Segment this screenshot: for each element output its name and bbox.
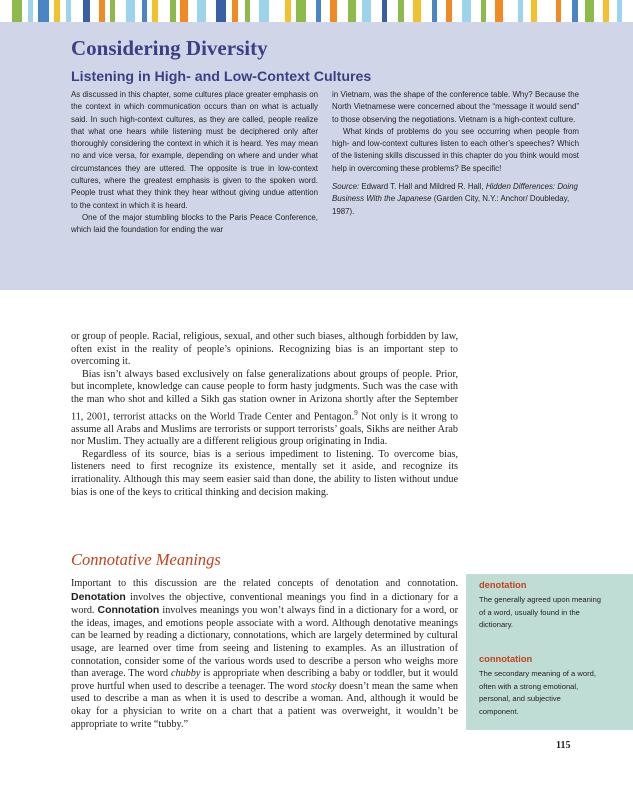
- stripe: [398, 0, 404, 22]
- glossary-term: denotation: [479, 580, 527, 590]
- page-number: 115: [556, 740, 571, 751]
- box-subtitle: Listening in High- and Low-Context Cultures: [71, 69, 372, 85]
- box-left-column: [71, 89, 318, 237]
- stripe: [197, 0, 206, 22]
- box-paragraph: What kinds of problems do you see occurring when people from high- and low-context cultures listen to each other’s speeches? Which of the listening skills discussed in this chapter do you think would most help in overcoming these problems? Be specific!: [332, 126, 579, 173]
- box-paragraph: As discussed in this chapter, some cultures place greater emphasis on the context in which communication occurs than on what is actually said. In such high-context cultures, as they are called, people realize that what one hears while listening must be deciphered only after thoroughly considering the context in which it is heard. Yes may mean no and vice versa, for example, depending on where and under what circumstances they are uttered. The opposite is true in low-context cultures, where the greatest emphasis is given to the spoken word. People trust what they think they hear without giving undue attention to the context in which it is heard.: [71, 90, 318, 210]
- glossary-definition: The secondary meaning of a word, often with a strong emotional, personal, and subjective component.: [479, 669, 596, 716]
- stripe: [531, 0, 537, 22]
- stripe: [216, 0, 226, 22]
- stripe: [180, 0, 188, 22]
- stripe: [481, 0, 486, 22]
- body-text: doesn’t mean the same when used to describe a man as when it is used to describe a woman. And, although it would be okay for a physician to write on a chart that a patient was overweight, it wouldn’t be appropriate to write “tubby.”: [71, 680, 459, 730]
- stripe: [38, 0, 49, 22]
- stripe: [232, 0, 238, 22]
- box-source: [332, 181, 579, 218]
- key-term-denotation: Denotation: [71, 590, 126, 603]
- stripe: [54, 0, 60, 22]
- body-paragraph: [71, 578, 458, 731]
- body-text: Not only is it wrong to assume all Arabs and Muslims are terrorists or support terrorists’ goals, Sikhs are neither Arab nor Muslim. They actually are a different religious group originating in India.: [71, 410, 458, 448]
- stripe: [126, 0, 135, 22]
- stripe: [572, 0, 578, 22]
- example-word: stocky: [310, 680, 337, 692]
- stripe: [495, 0, 503, 22]
- body-text: Bias isn’t always based exclusively on false generalizations about groups of people. Prior, but incomplete, knowledge can cause people to form hasty judgments. Such was the case with the man who shot and killed a Sikh gas station owner in Arizona shortly after the September 11, 2001, terrorist attacks on the World Trade Center and Pentagon.: [71, 368, 458, 422]
- stripe: [285, 0, 291, 22]
- key-term-connotation: Connotation: [97, 604, 160, 617]
- stripe: [348, 0, 356, 22]
- stripe: [12, 0, 22, 22]
- stripe: [259, 0, 269, 22]
- stripe: [296, 0, 306, 22]
- stripe: [66, 0, 71, 22]
- stripe: [152, 0, 158, 22]
- stripe: [585, 0, 594, 22]
- stripe: [99, 0, 105, 22]
- stripe: [382, 0, 387, 22]
- source-publication: (Garden City, N.Y.: Anchor/ Doubleday, 1987).: [332, 194, 570, 216]
- stripe: [330, 0, 337, 22]
- stripe: [110, 0, 115, 22]
- glossary-definition: The generally agreed upon meaning of a word, usually found in the dictionary.: [479, 595, 602, 630]
- stripe: [413, 0, 421, 22]
- stripe: [603, 0, 609, 22]
- stripe: [170, 0, 176, 22]
- body-paragraph: [71, 369, 458, 449]
- body-text: is appropriate when describing a baby or toddler, but it would prove hurtful when used to describe a teenager. The word: [71, 668, 458, 692]
- box-title: Considering Diversity: [71, 36, 268, 60]
- body-text-upper: [71, 331, 458, 499]
- stripe: [316, 0, 321, 22]
- body-paragraph: Regardless of its source, bias is a serious impediment to listening. To overcome bias, listeners need to first recognize its existence, mentally set it aside, and recognize its irrationality. Although this may seem easier said than done, the ability to listen without undue bias is one of the keys to critical thinking and decision making.: [71, 448, 458, 498]
- stripe: [245, 0, 250, 22]
- glossary-term: connotation: [479, 654, 533, 664]
- box-paragraph: in Vietnam, was the shape of the conference table. Why? Because the North Vietnamese were concerned about the “message it would send” to those observing the negotiations. Vietnam is a high-context culture.: [332, 90, 579, 124]
- stripe: [142, 0, 147, 22]
- decorative-color-stripes: [0, 0, 633, 22]
- stripe: [432, 0, 437, 22]
- stripe: [28, 0, 33, 22]
- stripe: [556, 0, 561, 22]
- stripe: [518, 0, 523, 22]
- body-text: involves meanings you won’t always find in a dictionary for a word, or the ideas, images, and emotions people associate with a word. Although denotative meanings can be learned by reading a dictionary, connotations, which are largely determined by cultural usage, are learned over time from seeing and listening to examples. As an illustration of connotation, consider some of the various words used to describe a person who weighs more than average. The word: [71, 605, 458, 680]
- body-text-lower: [71, 578, 458, 731]
- stripe: [446, 0, 452, 22]
- body-text: involves the objective, conventional meanings you find in a dictionary for a word.: [71, 591, 459, 617]
- stripe: [617, 0, 622, 22]
- section-heading: Connotative Meanings: [71, 550, 221, 569]
- source-title: Hidden Differences: Doing Business With the Japanese: [332, 182, 578, 204]
- box-paragraph: One of the major stumbling blocks to the Paris Peace Conference, which laid the foundation for ending the war: [71, 212, 318, 235]
- source-authors: Edward T. Hall and Mildred R. Hall,: [361, 182, 484, 192]
- stripe: [462, 0, 471, 22]
- body-paragraph: or group of people. Racial, religious, sexual, and other such biases, although forbidden by law, often exist in the reality of people’s opinions. Recognizing bias is an important step to overcoming it.: [71, 331, 458, 368]
- box-right-column: [332, 89, 579, 218]
- source-label: Source:: [332, 182, 360, 192]
- example-word: chubby: [170, 668, 201, 680]
- stripe: [83, 0, 90, 22]
- footnote-marker: 9: [354, 408, 358, 417]
- stripe: [362, 0, 371, 22]
- body-text: Important to this discussion are the related concepts of denotation and connotation.: [71, 578, 458, 589]
